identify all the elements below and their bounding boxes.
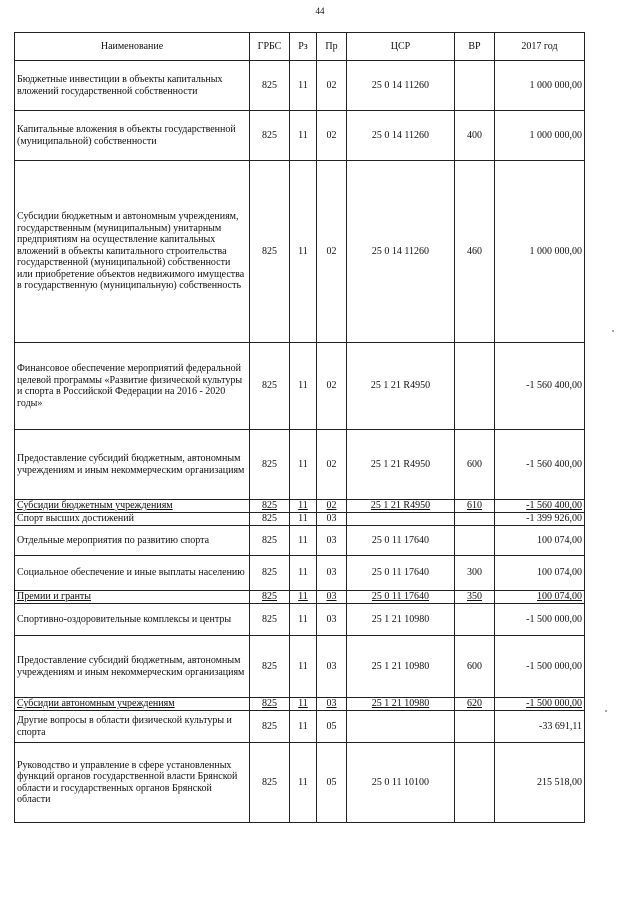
row-grbs: 825: [250, 111, 290, 161]
row-grbs: 825: [250, 526, 290, 556]
row-name: Предоставление субсидий бюджетным, автономным учреждениям и иным некоммерческим организациям: [15, 636, 250, 698]
header-rz: Рз: [290, 33, 317, 61]
row-vr: 620: [455, 698, 495, 711]
row-vr: [455, 61, 495, 111]
row-rz: 11: [290, 526, 317, 556]
row-rz: 11: [290, 698, 317, 711]
row-grbs: 825: [250, 698, 290, 711]
row-vr: 600: [455, 430, 495, 500]
row-rz: 11: [290, 500, 317, 513]
table-row: [15, 61, 585, 111]
row-amount: -1 399 926,00: [495, 513, 585, 526]
row-amount: -1 560 400,00: [495, 343, 585, 430]
row-name: Капитальные вложения в объекты государственной (муниципальной) собственности: [15, 111, 250, 161]
row-grbs: 825: [250, 604, 290, 636]
row-grbs: 825: [250, 343, 290, 430]
row-pr: 03: [317, 526, 347, 556]
row-rz: 11: [290, 636, 317, 698]
row-rz: 11: [290, 556, 317, 591]
row-csr: 25 0 14 11260: [347, 161, 455, 343]
row-pr: 03: [317, 698, 347, 711]
row-grbs: 825: [250, 591, 290, 604]
table-row: [15, 711, 585, 743]
header-row: [15, 33, 585, 61]
header-amount: 2017 год: [495, 33, 585, 61]
row-vr: [455, 526, 495, 556]
row-name: Субсидии бюджетным учреждениям: [15, 500, 250, 513]
row-rz: 11: [290, 513, 317, 526]
row-amount: 100 074,00: [495, 591, 585, 604]
table-row: [15, 591, 585, 604]
row-vr: [455, 604, 495, 636]
row-amount: 1 000 000,00: [495, 111, 585, 161]
page-number: 44: [315, 6, 325, 16]
row-pr: 03: [317, 604, 347, 636]
row-csr: 25 0 14 11260: [347, 61, 455, 111]
row-name: Другие вопросы в области физической культуры и спорта: [15, 711, 250, 743]
row-rz: 11: [290, 343, 317, 430]
budget-table: [14, 32, 585, 823]
row-amount: -1 560 400,00: [495, 500, 585, 513]
row-amount: -1 500 000,00: [495, 604, 585, 636]
row-name: Отдельные мероприятия по развитию спорта: [15, 526, 250, 556]
row-rz: 11: [290, 743, 317, 823]
row-vr: [455, 513, 495, 526]
row-amount: -1 560 400,00: [495, 430, 585, 500]
row-csr: 25 0 11 10100: [347, 743, 455, 823]
table-row: [15, 743, 585, 823]
row-name: Предоставление субсидий бюджетным, автономным учреждениям и иным некоммерческим организациям: [15, 430, 250, 500]
table-row: [15, 604, 585, 636]
row-rz: 11: [290, 161, 317, 343]
row-amount: -1 500 000,00: [495, 698, 585, 711]
row-csr: 25 1 21 R4950: [347, 430, 455, 500]
row-csr: 25 0 11 17640: [347, 526, 455, 556]
row-csr: 25 1 21 R4950: [347, 343, 455, 430]
row-vr: 610: [455, 500, 495, 513]
row-rz: 11: [290, 591, 317, 604]
row-name: Спортивно-оздоровительные комплексы и центры: [15, 604, 250, 636]
row-name: Финансовое обеспечение мероприятий федеральной целевой программы «Развитие физической культуры и спорта в Российской Федерации на 2016 - 2020 годы»: [15, 343, 250, 430]
row-pr: 02: [317, 343, 347, 430]
row-amount: 215 518,00: [495, 743, 585, 823]
row-grbs: 825: [250, 556, 290, 591]
row-csr: 25 0 11 17640: [347, 591, 455, 604]
row-rz: 11: [290, 711, 317, 743]
row-amount: 1 000 000,00: [495, 61, 585, 111]
row-csr: 25 1 21 10980: [347, 636, 455, 698]
row-amount: -1 500 000,00: [495, 636, 585, 698]
row-grbs: 825: [250, 430, 290, 500]
row-amount: 1 000 000,00: [495, 161, 585, 343]
row-vr: 350: [455, 591, 495, 604]
row-rz: 11: [290, 430, 317, 500]
row-pr: 02: [317, 500, 347, 513]
table-row: [15, 698, 585, 711]
row-pr: 02: [317, 61, 347, 111]
row-amount: 100 074,00: [495, 556, 585, 591]
table-row: [15, 430, 585, 500]
header-csr: ЦСР: [347, 33, 455, 61]
row-rz: 11: [290, 604, 317, 636]
row-pr: 02: [317, 430, 347, 500]
row-grbs: 825: [250, 513, 290, 526]
row-grbs: 825: [250, 636, 290, 698]
scan-speck: [605, 710, 607, 712]
row-csr: 25 1 21 10980: [347, 604, 455, 636]
row-pr: 05: [317, 743, 347, 823]
table-row: [15, 161, 585, 343]
row-name: Субсидии автономным учреждениям: [15, 698, 250, 711]
table-row: [15, 500, 585, 513]
row-grbs: 825: [250, 711, 290, 743]
row-pr: 03: [317, 556, 347, 591]
header-pr: Пр: [317, 33, 347, 61]
header-grbs: ГРБС: [250, 33, 290, 61]
row-name: Руководство и управление в сфере установленных функций органов государственной власти Брянской области и государственных органов Брянской области: [15, 743, 250, 823]
row-vr: [455, 743, 495, 823]
row-grbs: 825: [250, 500, 290, 513]
row-rz: 11: [290, 61, 317, 111]
row-pr: 05: [317, 711, 347, 743]
row-grbs: 825: [250, 161, 290, 343]
row-pr: 02: [317, 161, 347, 343]
table-row: [15, 343, 585, 430]
row-pr: 03: [317, 636, 347, 698]
table-row: [15, 556, 585, 591]
table-row: [15, 513, 585, 526]
row-vr: [455, 711, 495, 743]
row-pr: 02: [317, 111, 347, 161]
row-amount: 100 074,00: [495, 526, 585, 556]
row-name: Премии и гранты: [15, 591, 250, 604]
row-grbs: 825: [250, 743, 290, 823]
header-name: Наименование: [15, 33, 250, 61]
row-vr: 600: [455, 636, 495, 698]
row-vr: [455, 343, 495, 430]
row-csr: [347, 513, 455, 526]
row-csr: 25 1 21 10980: [347, 698, 455, 711]
row-name: Бюджетные инвестиции в объекты капитальных вложений государственной собственности: [15, 61, 250, 111]
row-pr: 03: [317, 591, 347, 604]
row-vr: 300: [455, 556, 495, 591]
row-grbs: 825: [250, 61, 290, 111]
row-pr: 03: [317, 513, 347, 526]
row-vr: 400: [455, 111, 495, 161]
table-row: [15, 636, 585, 698]
scan-speck: [612, 330, 614, 332]
row-vr: 460: [455, 161, 495, 343]
row-csr: 25 1 21 R4950: [347, 500, 455, 513]
row-csr: [347, 711, 455, 743]
row-rz: 11: [290, 111, 317, 161]
row-name: Социальное обеспечение и иные выплаты населению: [15, 556, 250, 591]
row-name: Субсидии бюджетным и автономным учреждениям, государственным (муниципальным) унитарным предприятиям на осуществление капитальных вложений в объекты капитального строительства государственной (муниципальной) собственности или приобретение объектов недвижимого имущества в государственную (муниципальную) собственность: [15, 161, 250, 343]
table-row: [15, 111, 585, 161]
row-csr: 25 0 11 17640: [347, 556, 455, 591]
row-amount: -33 691,11: [495, 711, 585, 743]
table-row: [15, 526, 585, 556]
row-csr: 25 0 14 11260: [347, 111, 455, 161]
row-name: Спорт высших достижений: [15, 513, 250, 526]
header-vr: ВР: [455, 33, 495, 61]
